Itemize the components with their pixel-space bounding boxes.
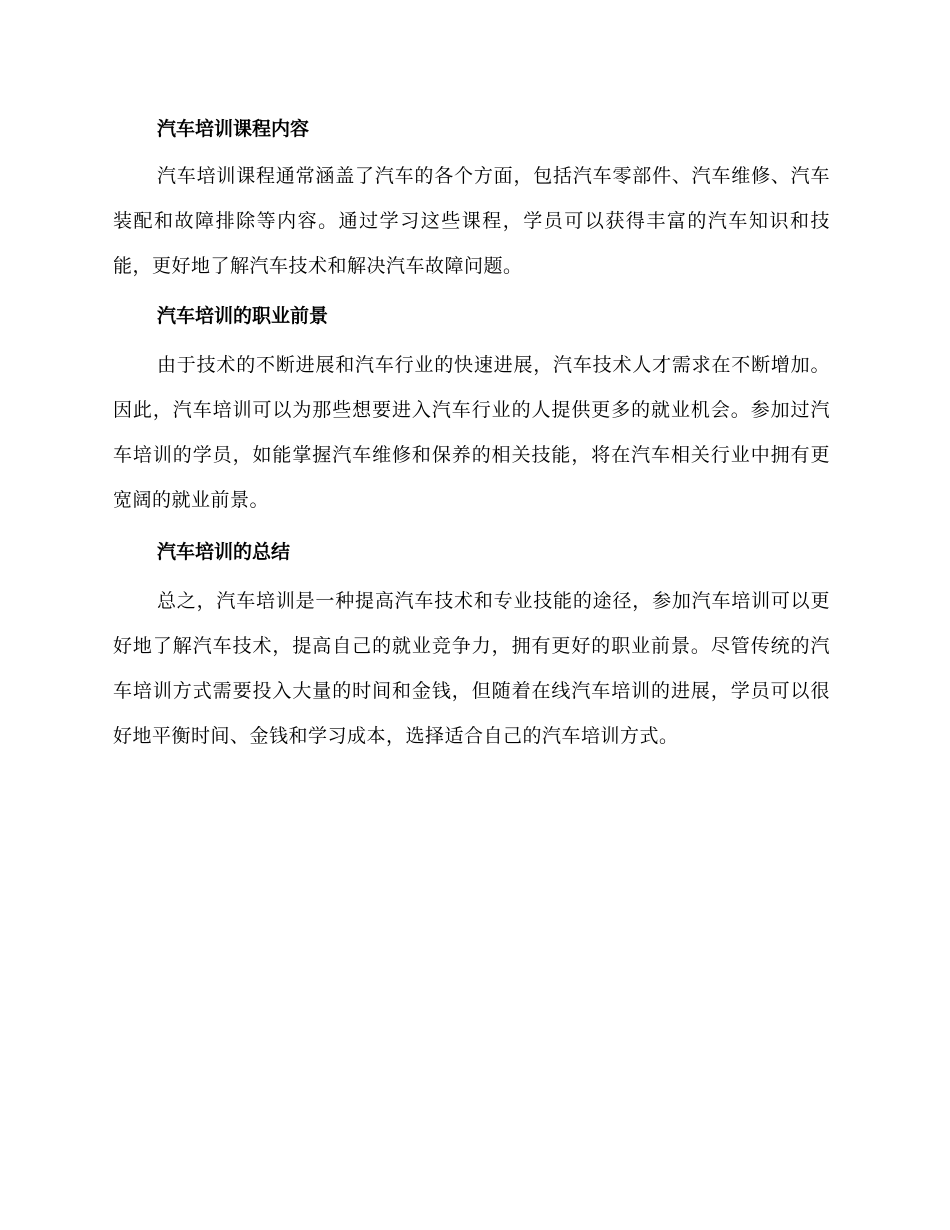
section-heading: 汽车培训课程内容 xyxy=(157,118,310,140)
section-heading: 汽车培训的总结 xyxy=(157,541,291,563)
section-career-prospects xyxy=(113,297,830,523)
section-course-content xyxy=(113,110,830,289)
document-page xyxy=(113,110,830,759)
section-paragraph: 汽车培训课程通常涵盖了汽车的各个方面，包括汽车零部件、汽车维修、汽车装配和故障排除等内容。通过学习这些课程，学员可以获得丰富的汽车知识和技能，更好地了解汽车技术和解决汽车故障问题。 xyxy=(113,165,830,277)
section-summary xyxy=(113,533,830,759)
section-heading: 汽车培训的职业前景 xyxy=(157,305,329,327)
section-paragraph: 由于技术的不断进展和汽车行业的快速进展，汽车技术人才需求在不断增加。因此，汽车培训可以为那些想要进入汽车行业的人提供更多的就业机会。参加过汽车培训的学员，如能掌握汽车维修和保养的相关技能，将在汽车相关行业中拥有更宽阔的就业前景。 xyxy=(113,354,830,511)
section-paragraph: 总之，汽车培训是一种提高汽车技术和专业技能的途径，参加汽车培训可以更好地了解汽车技术，提高自己的就业竞争力，拥有更好的职业前景。尽管传统的汽车培训方式需要投入大量的时间和金钱，但随着在线汽车培训的进展，学员可以很好地平衡时间、金钱和学习成本，选择适合自己的汽车培训方式。 xyxy=(113,590,830,747)
